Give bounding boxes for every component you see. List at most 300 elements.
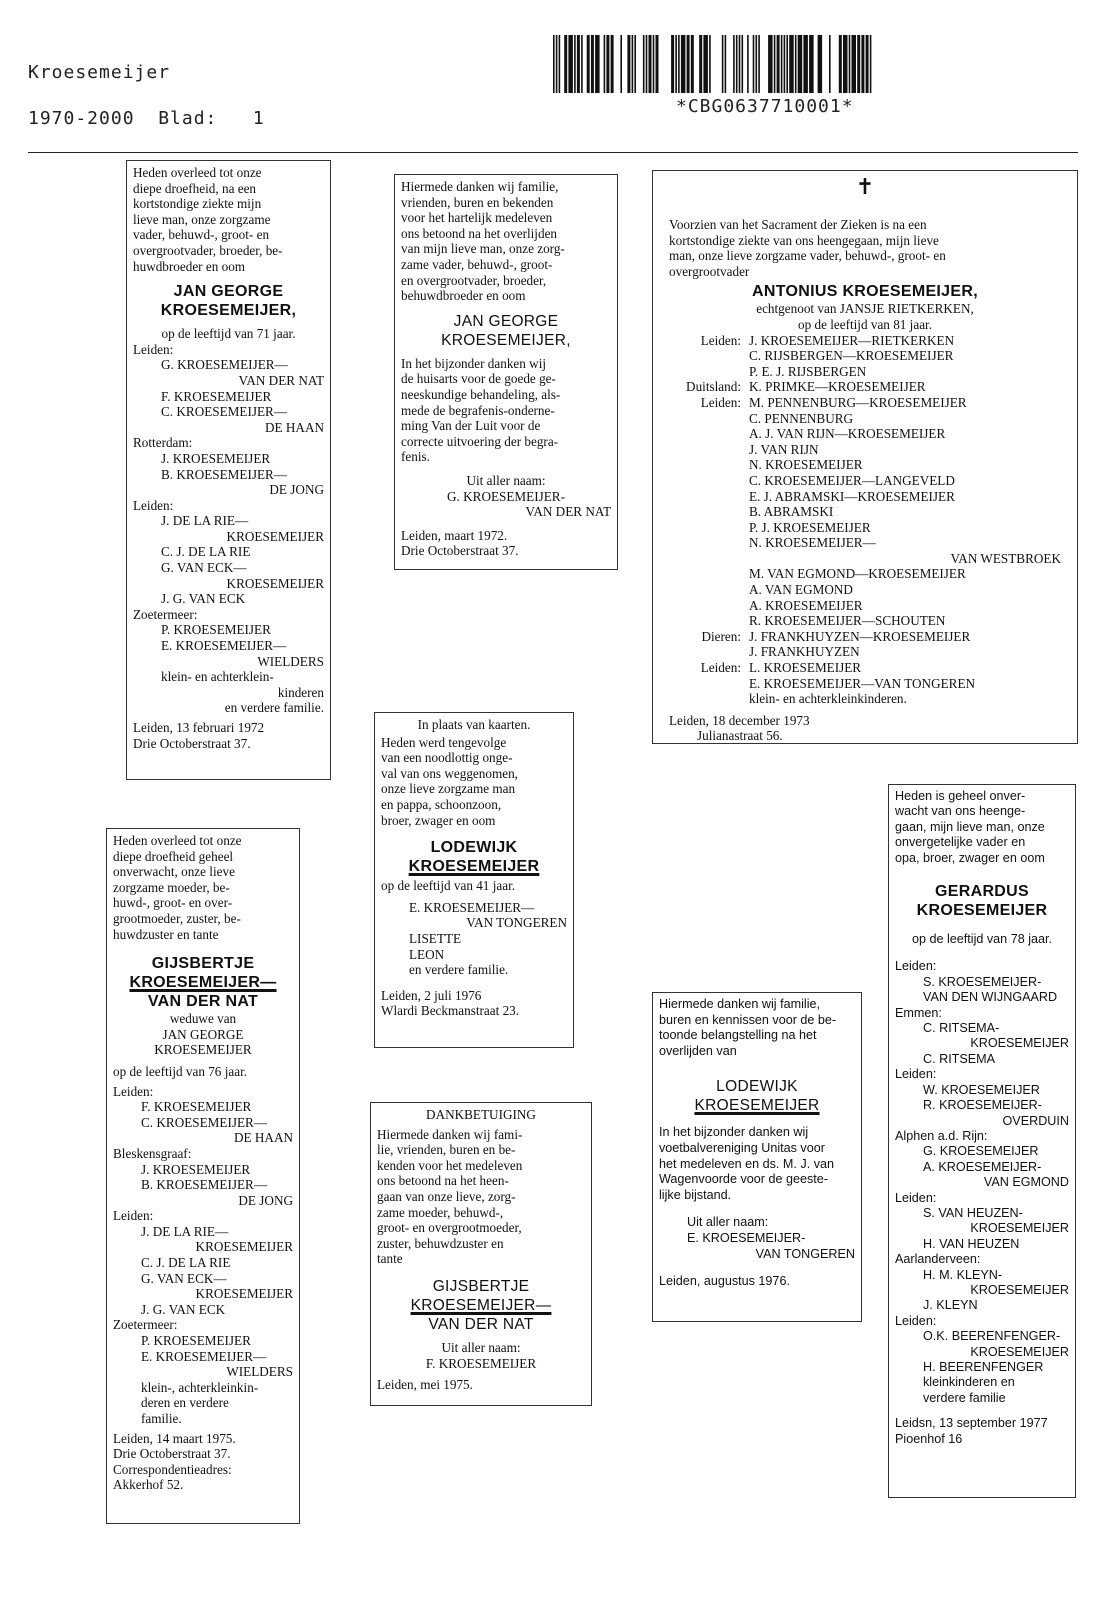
- text-line: buren en kennissen voor de be-: [659, 1012, 837, 1027]
- obituary-antonius: [652, 170, 1078, 744]
- family-place: [669, 364, 741, 380]
- text-line: Voorzien van het Sacrament der Zieken is na een: [669, 217, 927, 232]
- text-line: kenden voor het medeleven: [377, 1157, 523, 1173]
- deceased-first-names: GIJSBERTJE: [151, 955, 255, 973]
- text-line: Heden is geheel onver-: [895, 789, 1026, 803]
- text-line: huwdzuster en tante: [113, 926, 219, 942]
- family-member: C. PENNENBURG: [749, 410, 854, 426]
- family-place: Leiden:: [133, 497, 174, 513]
- family-member: C. KROESEMEIJER—: [161, 404, 288, 420]
- barcode-bar: [736, 35, 738, 93]
- place-date: Leiden, 2 juli 1976: [381, 987, 482, 1003]
- barcode-bar: [611, 35, 614, 93]
- family-place: Leiden:: [113, 1083, 154, 1099]
- family-row: [669, 629, 1061, 645]
- family-member: C. RIJSBERGEN—KROESEMEIJER: [749, 348, 954, 364]
- text-line: van een noodlottig onge-: [381, 750, 513, 766]
- family-place: [669, 566, 741, 582]
- family-member: A. KROESEMEIJER-: [923, 1159, 1042, 1174]
- place-date: Leiden, 13 februari 1972: [133, 720, 265, 735]
- family-place: [669, 489, 741, 505]
- barcode-bar: [678, 35, 680, 93]
- family-member: J. G. VAN ECK: [141, 1301, 226, 1317]
- text-line: kortstondige ziekte mijn: [133, 196, 262, 212]
- deceased-first-names: LODEWIJK: [716, 1078, 798, 1096]
- text-line: zuster, behuwdzuster en: [377, 1235, 504, 1251]
- family-member: P. E. J. RIJSBERGEN: [749, 363, 867, 379]
- text-line: behuwdbroeder en oom: [401, 288, 526, 304]
- family-member: M. PENNENBURG—KROESEMEIJER: [749, 394, 967, 410]
- notice-intro: [113, 833, 293, 942]
- thank-you-jan-george: [394, 174, 618, 570]
- family-place: [669, 504, 741, 520]
- family-row: [669, 473, 1061, 489]
- family-member: B. KROESEMEIJER—: [161, 466, 288, 482]
- family-row: [669, 566, 1061, 582]
- family-member: KROESEMEIJER: [195, 1239, 293, 1255]
- family-place: Bleskensgraaf:: [113, 1145, 192, 1161]
- text-line: gaan, mijn lieve man, onze: [895, 819, 1045, 834]
- text-line: overgrootvader, broeder, be-: [133, 242, 283, 258]
- family-place: Duitsland:: [686, 379, 741, 395]
- barcode-bar: [656, 35, 659, 93]
- text-line: broer, zwager en oom: [381, 812, 496, 828]
- deceased-first-names: JAN GEORGE: [453, 312, 559, 330]
- place-date: Leiden, 18 december 1973: [669, 712, 810, 728]
- barcode-bar: [709, 35, 711, 93]
- family-member: E. KROESEMEIJER—VAN TONGEREN: [749, 675, 976, 691]
- barcode-bar: [753, 35, 755, 93]
- family-member: S. VAN HEUZEN-: [923, 1205, 1023, 1220]
- barcode-bar: [559, 35, 561, 93]
- text-line: vrienden, buren en bekenden: [401, 194, 554, 210]
- spouse-line: echtgenoot van JANSJE RIETKERKEN,: [756, 301, 974, 317]
- barcode-bar: [777, 35, 780, 93]
- barcode-bar: [634, 35, 636, 93]
- family-member: KROESEMEIJER: [970, 1036, 1069, 1051]
- family-list: [381, 900, 567, 978]
- barcode-bar: [581, 35, 583, 93]
- correspondence-address: Akkerhof 52.: [113, 1477, 184, 1493]
- barcode-bar: [643, 35, 645, 93]
- family-member: P. KROESEMEIJER: [141, 1333, 251, 1349]
- text-line: Hiermede danken wij familie,: [401, 179, 559, 194]
- barcode-bar: [781, 35, 783, 93]
- text-line: zame moeder, behuwd-,: [377, 1204, 504, 1220]
- family-member: verdere familie: [923, 1390, 1006, 1405]
- family-member: J. DE LA RIE—: [161, 513, 249, 529]
- deceased-first-names: LODEWIJK: [430, 839, 518, 857]
- family-place: [669, 426, 741, 442]
- barcode-bar: [798, 35, 803, 93]
- family-member: deren en verdere: [141, 1395, 229, 1411]
- family-member: S. KROESEMEIJER-: [923, 974, 1042, 989]
- family-member: J. VAN RIJN: [749, 441, 819, 457]
- text-line: de huisarts voor de goede ge-: [401, 371, 556, 387]
- text-line: correcte uitvoering der begra-: [401, 433, 559, 449]
- text-line: mede de begrafenis-onderne-: [401, 402, 555, 418]
- family-place: [669, 598, 741, 614]
- notice-heading: DANKBETUIGING: [426, 1107, 536, 1122]
- barcode-bar: [742, 35, 744, 93]
- family-member: KROESEMEIJER: [970, 1344, 1069, 1359]
- age-line: op de leeftijd van 76 jaar.: [113, 1063, 248, 1079]
- family-member: klein-, achterkleinkin-: [141, 1379, 259, 1395]
- family-name: Kroesemeijer: [28, 62, 171, 83]
- barcode-bar: [739, 35, 741, 93]
- thank-you-gijsbertje: [370, 1102, 592, 1406]
- barcode-bar: [577, 35, 580, 93]
- deceased-surname: KROESEMEIJER,: [160, 302, 297, 320]
- family-place: [669, 551, 741, 567]
- barcode-bar: [839, 35, 842, 93]
- family-member: KROESEMEIJER: [195, 1286, 293, 1302]
- barcode-bar: [627, 35, 630, 93]
- text-line: ming Van der Luit voor de: [401, 418, 541, 434]
- text-line: diepe droefheid, na een: [133, 180, 257, 196]
- signature-line-1: G. KROESEMEIJER-: [447, 488, 565, 504]
- text-line: In het bijzonder danken wij: [659, 1125, 809, 1140]
- text-line: ons betoond na het heen-: [377, 1173, 509, 1189]
- barcode-bar: [620, 35, 622, 93]
- header-divider: [28, 152, 1078, 153]
- barcode-bar: [758, 35, 760, 93]
- text-line: grootmoeder, zuster, be-: [113, 910, 241, 926]
- barcode-bar: [632, 35, 634, 93]
- family-place: Leiden:: [113, 1208, 154, 1224]
- deceased-surname: KROESEMEIJER—: [129, 974, 277, 992]
- family-list: [895, 959, 1069, 1406]
- signature: F. KROESEMEIJER: [425, 1355, 537, 1371]
- family-member: kleinkinderen en: [923, 1375, 1015, 1390]
- family-member: G. VAN ECK—: [161, 560, 247, 576]
- family-place: [669, 691, 741, 707]
- obituary-gijsbertje: [106, 828, 300, 1524]
- signature-line-2: VAN DER NAT: [525, 504, 611, 520]
- family-member: J. KROESEMEIJER: [141, 1161, 251, 1177]
- family-row: [669, 395, 1061, 411]
- family-member: klein- en achterkleinkinderen.: [749, 691, 907, 707]
- notice-text: [401, 356, 611, 465]
- family-member: E. KROESEMEIJER—: [409, 899, 535, 915]
- family-list: [669, 333, 1061, 707]
- text-line: diepe droefheid geheel: [113, 848, 234, 864]
- notice-intro: [381, 735, 567, 829]
- family-member: F. KROESEMEIJER: [161, 388, 272, 404]
- family-member: N. KROESEMEIJER: [749, 457, 863, 473]
- address: Wlardi Beckmanstraat 23.: [381, 1003, 520, 1019]
- barcode-bar: [564, 35, 567, 93]
- barcode: [553, 35, 883, 93]
- text-line: val van ons weggenomen,: [381, 765, 518, 781]
- text-line: kortstondige ziekte van ons heengegaan, mijn lieve: [669, 232, 939, 248]
- deceased-first-names: GERARDUS: [935, 883, 1029, 901]
- barcode-bar: [691, 35, 694, 93]
- family-place: [669, 676, 741, 692]
- age-line: op de leeftijd van 71 jaar.: [161, 326, 296, 342]
- signature-line-1: E. KROESEMEIJER-: [687, 1230, 806, 1245]
- family-member: J. DE LA RIE—: [141, 1223, 229, 1239]
- address: Drie Octoberstraat 37.: [401, 543, 519, 559]
- notice-intro: [669, 217, 1061, 279]
- family-member: H. BEERENFENGER: [923, 1360, 1044, 1374]
- family-member: J. KLEYN: [923, 1298, 978, 1313]
- family-member: en verdere familie.: [224, 700, 324, 716]
- family-member: klein- en achterklein-: [161, 669, 274, 685]
- family-member: KROESEMEIJER: [970, 1221, 1069, 1236]
- barcode-bar: [786, 35, 788, 93]
- family-member: B. KROESEMEIJER—: [141, 1177, 268, 1193]
- place-date: Leiden, augustus 1976.: [659, 1274, 790, 1289]
- family-row: [669, 489, 1061, 505]
- family-member: C. J. DE LA RIE: [141, 1255, 231, 1271]
- text-line: vader, behuwd-, groot- en: [133, 227, 270, 243]
- text-line: Hiermede danken wij familie,: [659, 997, 820, 1011]
- family-member: KROESEMEIJER: [226, 575, 324, 591]
- family-row: [669, 551, 1061, 567]
- notice-intro: [659, 997, 855, 1059]
- family-place: Emmen:: [895, 1005, 942, 1020]
- husband-surname: KROESEMEIJER: [154, 1042, 252, 1058]
- closing: Uit aller naam:: [441, 1339, 521, 1355]
- family-member: en verdere familie.: [409, 962, 509, 978]
- family-member: E. KROESEMEIJER—: [141, 1348, 267, 1364]
- family-member: LISETTE: [409, 930, 462, 946]
- text-line: toonde belangstelling na het: [659, 1028, 817, 1043]
- family-member: A. VAN EGMOND: [749, 582, 853, 598]
- family-member: C. RITSEMA: [923, 1051, 996, 1066]
- deceased-first-names: JAN GEORGE: [173, 283, 284, 301]
- family-member: VAN EGMOND: [983, 1175, 1069, 1190]
- family-member: J. FRANKHUYZEN: [749, 644, 860, 660]
- barcode-bar: [606, 35, 609, 93]
- widow-label: weduwe van: [169, 1011, 237, 1027]
- barcode-bar: [795, 35, 797, 93]
- obituary-gerardus: [888, 784, 1076, 1498]
- address: Julianastraat 56.: [697, 728, 783, 744]
- family-place: [669, 535, 741, 551]
- text-line: overlijden van: [659, 1043, 737, 1058]
- text-line: en overgrootvader, broeder,: [401, 272, 547, 288]
- barcode-bar: [556, 35, 558, 93]
- family-place: Rotterdam:: [133, 435, 193, 451]
- barcode-bar: [587, 35, 590, 93]
- family-member: DE HAAN: [265, 419, 324, 435]
- address: Drie Octoberstraat 37.: [133, 735, 251, 751]
- correspondence-label: Correspondentieadres:: [113, 1461, 232, 1477]
- text-line: groot- en overgrootmoeder,: [377, 1220, 522, 1236]
- family-row: [669, 426, 1061, 442]
- barcode-bar: [803, 35, 808, 93]
- family-member: W. KROESEMEIJER: [923, 1082, 1040, 1097]
- notice-intro: [133, 165, 324, 274]
- family-place: Leiden:: [700, 660, 741, 676]
- family-member: WIELDERS: [226, 1364, 293, 1380]
- barcode-bar: [681, 35, 686, 93]
- family-row: [669, 379, 1061, 395]
- barcode-bar: [574, 35, 576, 93]
- family-row: [669, 660, 1061, 676]
- barcode-bar: [870, 35, 872, 93]
- barcode-bar: [649, 35, 652, 93]
- family-row: [669, 644, 1061, 660]
- family-place: Leiden:: [700, 332, 741, 348]
- text-line: lieve man, onze zorgzame: [133, 211, 271, 227]
- cross-icon: ✝: [855, 174, 875, 199]
- text-line: Hiermede danken wij fami-: [377, 1126, 523, 1142]
- family-member: LEON: [409, 946, 445, 962]
- barcode-bar: [595, 35, 600, 93]
- family-place: Zoetermeer:: [113, 1317, 178, 1333]
- barcode-bar: [784, 35, 786, 93]
- text-line: Heden overleed tot onze: [113, 833, 242, 848]
- text-line: man, onze lieve zorgzame vader, behuwd-, groot- en: [669, 248, 946, 264]
- family-place: Alphen a.d. Rijn:: [895, 1128, 988, 1143]
- family-row: [669, 582, 1061, 598]
- barcode-bar: [818, 35, 823, 93]
- family-member: M. VAN EGMOND—KROESEMEIJER: [749, 566, 966, 582]
- barcode-bar: [687, 35, 690, 93]
- family-member: KROESEMEIJER: [970, 1282, 1069, 1297]
- barcode-bar: [604, 35, 606, 93]
- family-member: KROESEMEIJER: [226, 528, 324, 544]
- family-member: VAN TONGEREN: [466, 915, 567, 931]
- place-date: Leiden, 14 maart 1975.: [113, 1430, 236, 1446]
- barcode-bar: [703, 35, 708, 93]
- signature-line-2: VAN TONGEREN: [755, 1246, 855, 1261]
- family-row: [669, 535, 1061, 551]
- family-member: H. M. KLEYN-: [923, 1267, 1003, 1282]
- notice-intro: [377, 1127, 585, 1267]
- family-place: [669, 442, 741, 458]
- family-place: Leiden:: [895, 959, 937, 974]
- family-row: [669, 411, 1061, 427]
- barcode-bar: [699, 35, 702, 93]
- text-line: neeskundige behandeling, als-: [401, 386, 561, 402]
- family-member: DE HAAN: [234, 1130, 293, 1146]
- age-line: op de leeftijd van 41 jaar.: [381, 878, 516, 894]
- family-list: [133, 342, 324, 716]
- obituary-lodewijk: [374, 712, 574, 1048]
- husband-first-names: JAN GEORGE: [162, 1026, 244, 1042]
- barcode-bar: [861, 35, 864, 93]
- family-member: VAN WESTBROEK: [950, 550, 1061, 566]
- family-member: C. KROESEMEIJER—LANGEVELD: [749, 472, 955, 488]
- family-row: [669, 348, 1061, 364]
- obituary-jan-george: [126, 160, 331, 780]
- family-row: [669, 333, 1061, 349]
- text-line: lijke bijstand.: [659, 1187, 732, 1202]
- family-member: R. KROESEMEIJER-: [923, 1098, 1042, 1113]
- family-member: C. KROESEMEIJER—: [141, 1114, 268, 1130]
- deceased-surname: KROESEMEIJER—: [410, 1296, 552, 1314]
- barcode-bar: [756, 35, 758, 93]
- family-place: Dieren:: [701, 628, 741, 644]
- thank-you-lodewijk: [652, 992, 862, 1322]
- text-line: het medeleven en ds. M. J. van: [659, 1156, 835, 1171]
- place-date: Leiden, maart 1972.: [401, 527, 508, 543]
- text-line: fenis.: [401, 449, 430, 465]
- barcode-bar: [568, 35, 573, 93]
- notice-intro: [401, 179, 611, 304]
- barcode-bar: [671, 35, 674, 93]
- family-place: [669, 613, 741, 629]
- family-row: [669, 598, 1061, 614]
- text-line: ons betoond na het overlijden: [401, 225, 558, 241]
- family-member: N. KROESEMEIJER—: [749, 535, 876, 551]
- deceased-surname: KROESEMEIJER: [916, 902, 1048, 920]
- barcode-bar: [733, 35, 735, 93]
- barcode-bar: [809, 35, 814, 93]
- family-place: Zoetermeer:: [133, 606, 198, 622]
- family-place: Leiden:: [895, 1190, 937, 1205]
- family-place: [669, 348, 741, 364]
- family-member: A. J. VAN RIJN—KROESEMEIJER: [749, 426, 946, 442]
- text-line: gaan van onze lieve, zorg-: [377, 1188, 516, 1204]
- barcode-bar: [866, 35, 869, 93]
- family-member: VAN DEN WIJNGAARD: [923, 990, 1058, 1005]
- barcode-bar: [747, 35, 749, 93]
- barcode-bar: [646, 35, 648, 93]
- text-line: van mijn lieve man, onze zorg-: [401, 241, 565, 257]
- text-line: opa, broer, zwager en oom: [895, 850, 1045, 865]
- text-line: huwd-, groot- en over-: [113, 895, 233, 911]
- barcode-bar: [849, 35, 851, 93]
- family-row: [669, 613, 1061, 629]
- notice-intro: [895, 789, 1069, 866]
- family-member: E. KROESEMEIJER—: [161, 638, 287, 654]
- family-place: [669, 457, 741, 473]
- address: Pioenhof 16: [895, 1431, 963, 1446]
- closing: Uit aller naam:: [466, 472, 546, 488]
- text-line: Wagenvoorde voor de geeste-: [659, 1172, 828, 1187]
- family-member: A. KROESEMEIJER: [749, 597, 863, 613]
- family-member: DE JONG: [238, 1192, 293, 1208]
- family-row: [669, 691, 1061, 707]
- deceased-name: ANTONIUS KROESEMEIJER,: [752, 283, 978, 301]
- family-place: Leiden:: [133, 341, 174, 357]
- deceased-maiden-name: VAN DER NAT: [147, 993, 259, 1011]
- family-member: G. KROESEMEIJER—: [161, 357, 288, 373]
- barcode-bar: [653, 35, 655, 93]
- closing: Uit aller naam:: [687, 1215, 769, 1230]
- notice-heading: In plaats van kaarten.: [417, 717, 531, 732]
- family-row: [669, 442, 1061, 458]
- place-date: Leiden, mei 1975.: [377, 1377, 473, 1393]
- deceased-surname: KROESEMEIJER: [694, 1097, 820, 1115]
- family-member: J. KROESEMEIJER—RIETKERKEN: [749, 332, 955, 348]
- family-place: Leiden:: [895, 1067, 937, 1082]
- family-member: C. RITSEMA-: [923, 1021, 1000, 1036]
- deceased-surname: KROESEMEIJER: [408, 858, 540, 876]
- text-line: wacht van ons heenge-: [895, 804, 1026, 819]
- text-line: voetbalvereniging Unitas voor: [659, 1140, 825, 1155]
- family-member: R. KROESEMEIJER—SCHOUTEN: [749, 613, 946, 629]
- family-member: familie.: [141, 1411, 182, 1426]
- text-line: onze lieve zorgzame man: [381, 781, 516, 797]
- text-line: zame vader, behuwd-, groot-: [401, 256, 553, 272]
- barcode-bar: [553, 35, 555, 93]
- family-member: L. KROESEMEIJER: [749, 660, 862, 676]
- deceased-maiden-name: VAN DER NAT: [428, 1315, 534, 1333]
- family-place: Aarlanderveen:: [895, 1252, 981, 1267]
- text-line: zorgzame moeder, be-: [113, 879, 230, 895]
- deceased-surname: KROESEMEIJER,: [441, 331, 571, 349]
- family-member: F. KROESEMEIJER: [141, 1099, 252, 1115]
- text-line: tante: [377, 1251, 403, 1267]
- barcode-bar: [768, 35, 773, 93]
- family-member: OVERDUIN: [1002, 1113, 1069, 1128]
